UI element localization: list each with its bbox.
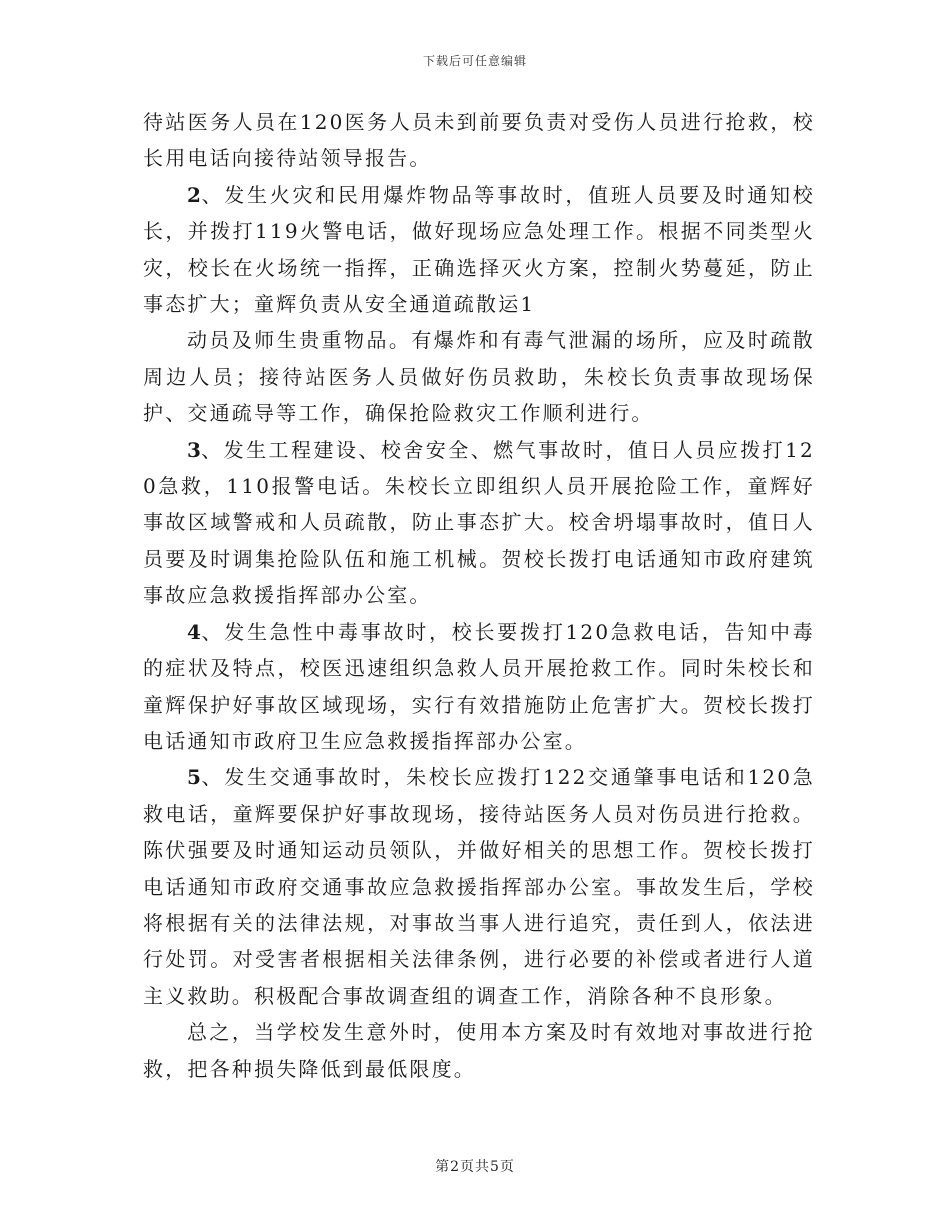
paragraph-number: 3 [187, 437, 201, 462]
paragraph-continuation [143, 104, 815, 177]
paragraph-text: 、发生工程建设、校舍安全、燃气事故时，值日人员应拨打120急救，110报警电话。朱校长立即组织人员开展抢险工作，童辉好事故区域警戒和人员疏散，防止事态扩大。校舍坍塌事故时，值日人员要及时调集抢险队伍和施工机械。贺校长拨打电话通知市政府建筑事故应急救援指挥部办公室。 [143, 437, 815, 608]
paragraph-number: 5 [187, 765, 201, 790]
paragraph-item-4 [143, 614, 815, 760]
paragraph-number: 2 [187, 182, 201, 207]
paragraph-number: 4 [187, 619, 201, 644]
paragraph-text: 动员及师生贵重物品。有爆炸和有毒气泄漏的场所，应及时疏散周边人员；接待站医务人员做好伤员救助，朱校长负责事故现场保护、交通疏导等工作，确保抢险救灾工作顺利进行。 [143, 328, 815, 426]
document-body [143, 104, 815, 1087]
paragraph-item-2 [143, 177, 815, 323]
paragraph-item-3 [143, 432, 815, 614]
paragraph-text: 、发生交通事故时，朱校长应拨打122交通肇事电话和120急救电话，童辉要保护好事故现场，接待站医务人员对伤员进行抢救。陈伏强要及时通知运动员领队，并做好相关的思想工作。贺校长拨打电话通知市政府交通事故应急救援指挥部办公室。事故发生后，学校将根据有关的法律法规，对事故当事人进行追究，责任到人，依法进行处罚。对受害者根据相关法律条例，进行必要的补偿或者进行人道主义救助。积极配合事故调查组的调查工作，消除各种不良形象。 [143, 765, 815, 1008]
paragraph-text: 总之，当学校发生意外时，使用本方案及时有效地对事故进行抢救，把各种损失降低到最低限度。 [143, 1020, 815, 1081]
paragraph-text: 、发生急性中毒事故时，校长要拨打120急救电话，告知中毒的症状及特点，校医迅速组织急救人员开展抢救工作。同时朱校长和童辉保护好事故区域现场，实行有效措施防止危害扩大。贺校长拨打电话通知市政府卫生应急救援指挥部办公室。 [143, 619, 815, 753]
paragraph-text: 、发生火灾和民用爆炸物品等事故时，值班人员要及时通知校长，并拨打119火警电话，做好现场应急处理工作。根据不同类型火灾，校长在火场统一指挥，正确选择灭火方案，控制火势蔓延，防止事态扩大；童辉负责从安全通道疏散运1 [143, 182, 815, 317]
paragraph-continuation-2 [143, 322, 815, 431]
paragraph-item-5 [143, 759, 815, 1014]
paragraph-text: 待站医务人员在120医务人员未到前要负责对受伤人员进行抢救，校长用电话向接待站领导报告。 [143, 110, 815, 171]
page-header: 下载后可任意编辑 [422, 54, 527, 68]
page-footer: 第2页共5页 [435, 1159, 515, 1175]
paragraph-conclusion [143, 1014, 815, 1087]
